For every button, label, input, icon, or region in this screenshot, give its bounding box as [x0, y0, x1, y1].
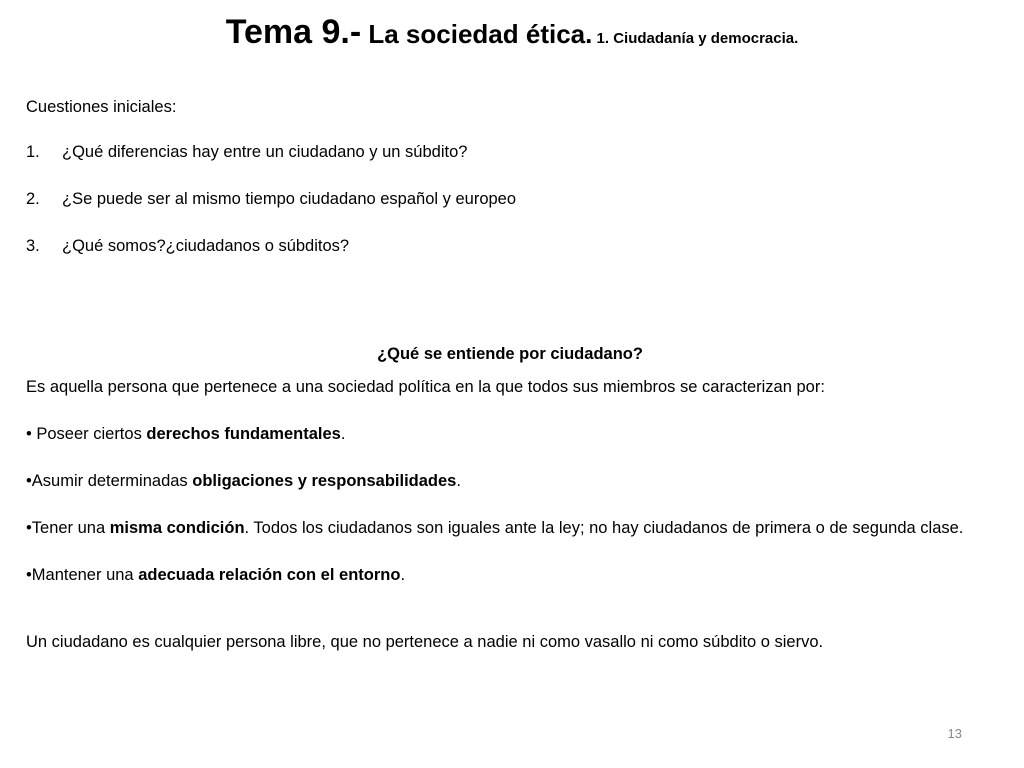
page-number: 13 [947, 726, 962, 741]
question-item [26, 141, 994, 164]
bullet-item: •Tener una misma condición. Todos los ciudadanos son iguales ante la ley; no hay ciudadanos de primera o de segunda clase. [26, 519, 964, 537]
question-text: ¿Se puede ser al mismo tiempo ciudadano español y europeo [62, 190, 517, 208]
question-text: ¿Qué somos?¿ciudadanos o súbditos? [62, 237, 350, 255]
question-text: ¿Qué diferencias hay entre un ciudadano y un súbdito? [62, 143, 468, 161]
bullet-item: • Poseer ciertos derechos fundamentales. [26, 425, 346, 443]
title-section: 1. Ciudadanía y democracia. [592, 30, 799, 47]
definition-text: Es aquella persona que pertenece a una sociedad política en la que todos sus miembros se caracterizan por: [26, 378, 825, 396]
closing-text: Un ciudadano es cualquier persona libre, que no pertenece a nadie ni como vasallo ni como súbdito o siervo. [26, 633, 824, 651]
question-item [26, 235, 994, 258]
title-subtitle: La sociedad ética. [361, 19, 593, 49]
slide-title [0, 14, 1024, 51]
bullet-emphasis: obligaciones y responsabilidades [192, 472, 457, 490]
section-heading: ¿Qué se entiende por ciudadano? [377, 345, 643, 363]
bullet-item: •Asumir determinadas obligaciones y responsabilidades. [26, 472, 461, 490]
slide-body [26, 96, 994, 654]
bullet-item: •Mantener una adecuada relación con el entorno. [26, 566, 406, 584]
title-main: Tema 9.- [225, 13, 362, 51]
question-number: 2. [26, 190, 40, 208]
bullet-emphasis: derechos fundamentales [146, 425, 341, 443]
bullet-emphasis: adecuada relación con el entorno [138, 566, 401, 584]
intro-label: Cuestiones iniciales: [26, 98, 177, 116]
question-item [26, 188, 994, 211]
question-number: 1. [26, 143, 40, 161]
question-number: 3. [26, 237, 40, 255]
bullet-emphasis: misma condición [109, 519, 245, 537]
